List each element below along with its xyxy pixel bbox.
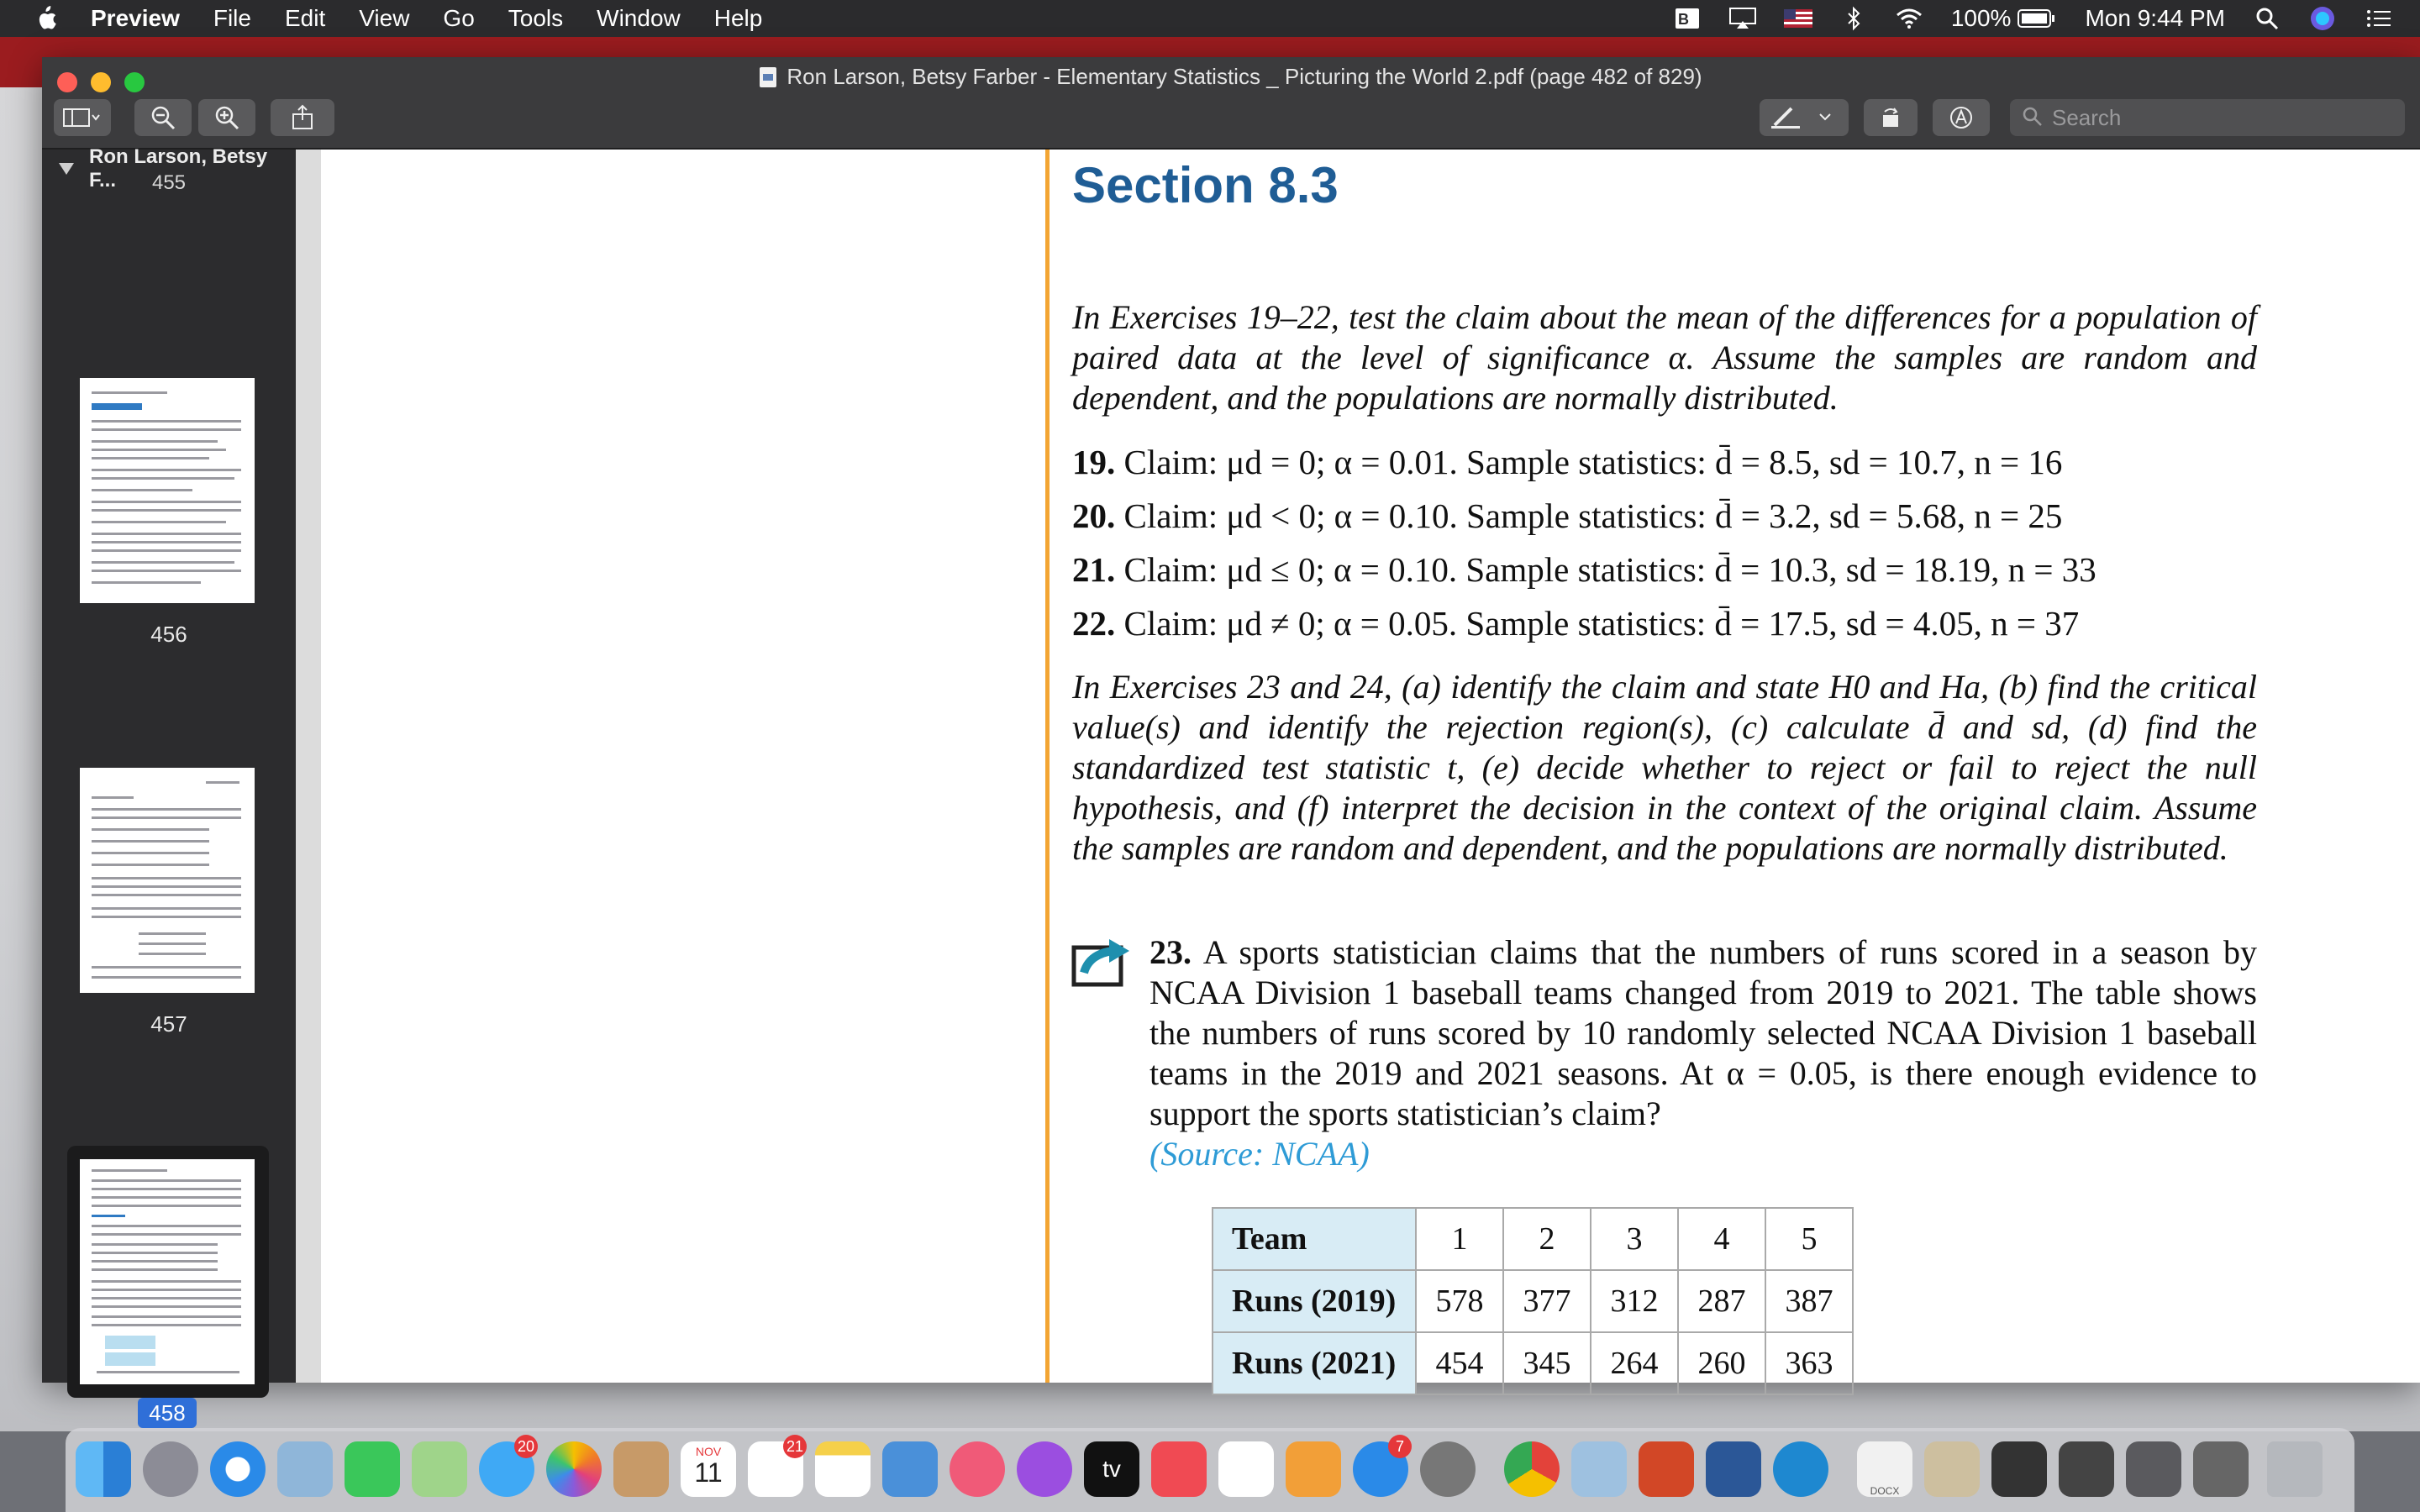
us-flag-icon[interactable] [1785, 7, 1812, 30]
menu-app-name[interactable]: Preview [91, 5, 180, 31]
bluetooth-icon[interactable] [1840, 7, 1867, 30]
airplay-icon[interactable] [1729, 7, 1756, 30]
calendar-month: NOV [695, 1445, 722, 1458]
finder-icon[interactable] [76, 1441, 131, 1497]
exercise-number: 23. [1150, 933, 1192, 971]
apple-menu-icon[interactable] [34, 0, 67, 37]
page-gutter [296, 150, 321, 1383]
system-preferences-icon[interactable] [1420, 1441, 1476, 1497]
search-field[interactable] [2010, 99, 2405, 136]
spotlight-search-icon[interactable] [2254, 7, 2281, 30]
instructions-23-24: In Exercises 23 and 24, (a) identify the claim and state H0 and Ha, (b) find the critical value(s) and identify the rejection region(s), (c) calculate d̄ and sd, (d) find the standardized test statistic t, (e) decide whether to reject or fail to reject the null hypothesis, and (f) interpret the decision in the context of the original claim. Assume the samples are random and dependent, and the populations are normally distributed. [1072, 668, 2257, 867]
chrome-icon[interactable] [1504, 1441, 1560, 1497]
facetime-icon[interactable] [345, 1441, 400, 1497]
row-header: Team [1213, 1208, 1416, 1270]
battery-icon[interactable] [2018, 7, 2056, 30]
table-cell: 363 [1765, 1332, 1853, 1394]
exercise-23 [1150, 932, 2257, 1174]
row-header: Runs (2019) [1213, 1270, 1416, 1332]
pages-icon[interactable] [1286, 1441, 1341, 1497]
folder-stack-icon[interactable] [2126, 1441, 2181, 1497]
exercise-number: 20. [1072, 496, 1116, 535]
menu-view[interactable]: View [359, 5, 410, 31]
title-bar [42, 57, 2420, 150]
launchpad-icon[interactable] [143, 1441, 198, 1497]
zoom-in-button[interactable] [198, 99, 255, 136]
music-icon[interactable] [950, 1441, 1005, 1497]
menu-window[interactable]: Window [597, 5, 681, 31]
pdf-document-icon [760, 67, 776, 87]
sidebar-toggle-button[interactable] [54, 99, 111, 136]
reminders-badge: 21 [783, 1435, 807, 1458]
toolbar [42, 99, 2420, 143]
window-title: Ron Larson, Betsy Farber - Elementary Statistics _ Picturing the World 2.pdf (page 482 of 829) [786, 64, 1702, 89]
app-store-badge: 7 [1388, 1435, 1412, 1458]
exercise-20 [1072, 496, 2062, 536]
thumbnail-sidebar [42, 145, 296, 1425]
trash-icon[interactable] [2267, 1441, 2323, 1497]
exercise-text: Claim: μd < 0; α = 0.10. Sample statistics: d̄ = 3.2, sd = 5.68, n = 25 [1123, 496, 2063, 535]
dock [66, 1428, 2354, 1512]
bbedit-icon[interactable] [1674, 7, 1701, 30]
window-thumbnail-icon[interactable] [1991, 1441, 2047, 1497]
exercise-number: 22. [1072, 604, 1116, 643]
tv-label: tv [1102, 1456, 1121, 1482]
table-cell: 2 [1503, 1208, 1591, 1270]
table-row [1213, 1270, 1853, 1332]
downloads-stack-icon[interactable] [2193, 1441, 2249, 1497]
menu-tools[interactable]: Tools [508, 5, 564, 31]
notes-icon[interactable] [815, 1441, 871, 1497]
docx-file-icon[interactable] [1857, 1441, 1912, 1497]
runs-table [1212, 1207, 1854, 1395]
exercise-22 [1072, 603, 2079, 643]
table-row [1213, 1208, 1853, 1270]
calendar-icon[interactable] [681, 1441, 736, 1497]
markup-toolbar-button[interactable] [1933, 99, 1990, 136]
podcasts-icon[interactable] [1017, 1441, 1072, 1497]
thumbnail-page-456[interactable] [80, 378, 255, 603]
screenshot-thumbnail-icon[interactable] [2059, 1441, 2114, 1497]
disclosure-triangle-icon[interactable] [59, 163, 74, 175]
table-cell: 387 [1765, 1270, 1853, 1332]
thumbnail-label: 457 [150, 1011, 187, 1037]
exercise-text: Claim: μd ≤ 0; α = 0.10. Sample statistics: d̄ = 10.3, sd = 18.19, n = 33 [1123, 550, 2096, 589]
photos-icon[interactable] [546, 1441, 602, 1497]
keynote-icon[interactable] [882, 1441, 938, 1497]
menu-bar [0, 0, 2420, 37]
exercise-text: Claim: μd = 0; α = 0.01. Sample statistics: d̄ = 8.5, sd = 10.7, n = 16 [1123, 443, 2063, 481]
exercise-text: Claim: μd ≠ 0; α = 0.05. Sample statistics: d̄ = 17.5, sd = 4.05, n = 37 [1123, 604, 2080, 643]
preview-window [42, 57, 2420, 1425]
pdf-content-area[interactable] [296, 150, 2420, 1383]
markup-highlight-button[interactable] [1760, 99, 1849, 136]
exercise-21 [1072, 549, 2096, 590]
messages-badge: 20 [514, 1435, 538, 1458]
menu-help[interactable]: Help [713, 5, 763, 31]
webex-icon[interactable] [1773, 1441, 1828, 1497]
row-header: Runs (2021) [1213, 1332, 1416, 1394]
page-margin-rule [1045, 150, 1050, 1383]
contacts-icon[interactable] [613, 1441, 669, 1497]
table-cell: 5 [1765, 1208, 1853, 1270]
table-cell: 345 [1503, 1332, 1591, 1394]
search-placeholder: Search [2052, 104, 2122, 130]
search-icon [2022, 106, 2045, 129]
table-cell: 312 [1591, 1270, 1678, 1332]
source-citation: (Source: NCAA) [1150, 1135, 1370, 1173]
exercise-text: A sports statistician claims that the numbers of runs scored in a season by NCAA Division 1 baseball teams changed from 2019 to 2021. The table shows the numbers of runs scored by 10 randomly selected NCAA Division 1 baseball teams in the 2019 and 2021 seasons. At α = 0.05, is there enough evidence to support the sports statistician’s claim? [1150, 933, 2257, 1132]
table-cell: 3 [1591, 1208, 1678, 1270]
safari-icon[interactable] [210, 1441, 266, 1497]
word-icon[interactable] [1706, 1441, 1761, 1497]
numbers-icon[interactable] [1218, 1441, 1274, 1497]
extended-solution-icon [1072, 936, 1131, 988]
svg-text:B: B [1677, 11, 1689, 28]
thumbnail-page-458[interactable] [80, 1159, 255, 1384]
sidebar-document-title: Ron Larson, Betsy F... [89, 145, 268, 192]
table-cell: 578 [1416, 1270, 1503, 1332]
menu-go[interactable]: Go [443, 5, 475, 31]
instructions-19-22: In Exercises 19–22, test the claim about the mean of the differences for a population of paired data at the level of significance α. Assume the samples are random and dependent, and the populations are normally distributed. [1072, 298, 2257, 417]
selected-page-badge: 458 [138, 1398, 197, 1428]
preview-app-icon[interactable] [1571, 1441, 1627, 1497]
mail-icon[interactable] [277, 1441, 333, 1497]
exercise-number: 19. [1072, 443, 1116, 481]
section-title: Section 8.3 [1072, 157, 1339, 213]
zoom-out-button[interactable] [134, 99, 192, 136]
table-cell: 454 [1416, 1332, 1503, 1394]
exercise-number: 21. [1072, 550, 1116, 589]
rotate-button[interactable] [1864, 99, 1918, 136]
table-cell: 4 [1678, 1208, 1765, 1270]
thumbnail-page-457[interactable] [80, 768, 255, 993]
battery-percent: 100% [1950, 5, 2012, 31]
menu-file[interactable]: File [213, 5, 251, 31]
powerpoint-icon[interactable] [1639, 1441, 1694, 1497]
menu-edit[interactable]: Edit [284, 5, 326, 31]
news-icon[interactable] [1151, 1441, 1207, 1497]
table-cell: 1 [1416, 1208, 1503, 1270]
document-thumbnail-icon[interactable] [1924, 1441, 1980, 1497]
docx-label: DOCX [1870, 1485, 1900, 1497]
maps-icon[interactable] [412, 1441, 467, 1497]
notification-center-icon[interactable] [2365, 7, 2391, 30]
table-cell: 264 [1591, 1332, 1678, 1394]
table-row [1213, 1332, 1853, 1394]
calendar-day: 11 [694, 1457, 723, 1488]
exercise-19 [1072, 442, 2062, 482]
partial-page-label: 455 [151, 171, 187, 194]
apple-tv-icon[interactable] [1084, 1441, 1139, 1497]
share-button[interactable] [271, 99, 334, 136]
siri-icon[interactable] [2309, 7, 2336, 30]
thumbnail-label: 456 [150, 622, 187, 647]
wifi-icon[interactable] [1896, 7, 1923, 30]
menu-clock[interactable]: Mon 9:44 PM [2085, 5, 2225, 31]
table-cell: 287 [1678, 1270, 1765, 1332]
table-cell: 377 [1503, 1270, 1591, 1332]
table-cell: 260 [1678, 1332, 1765, 1394]
